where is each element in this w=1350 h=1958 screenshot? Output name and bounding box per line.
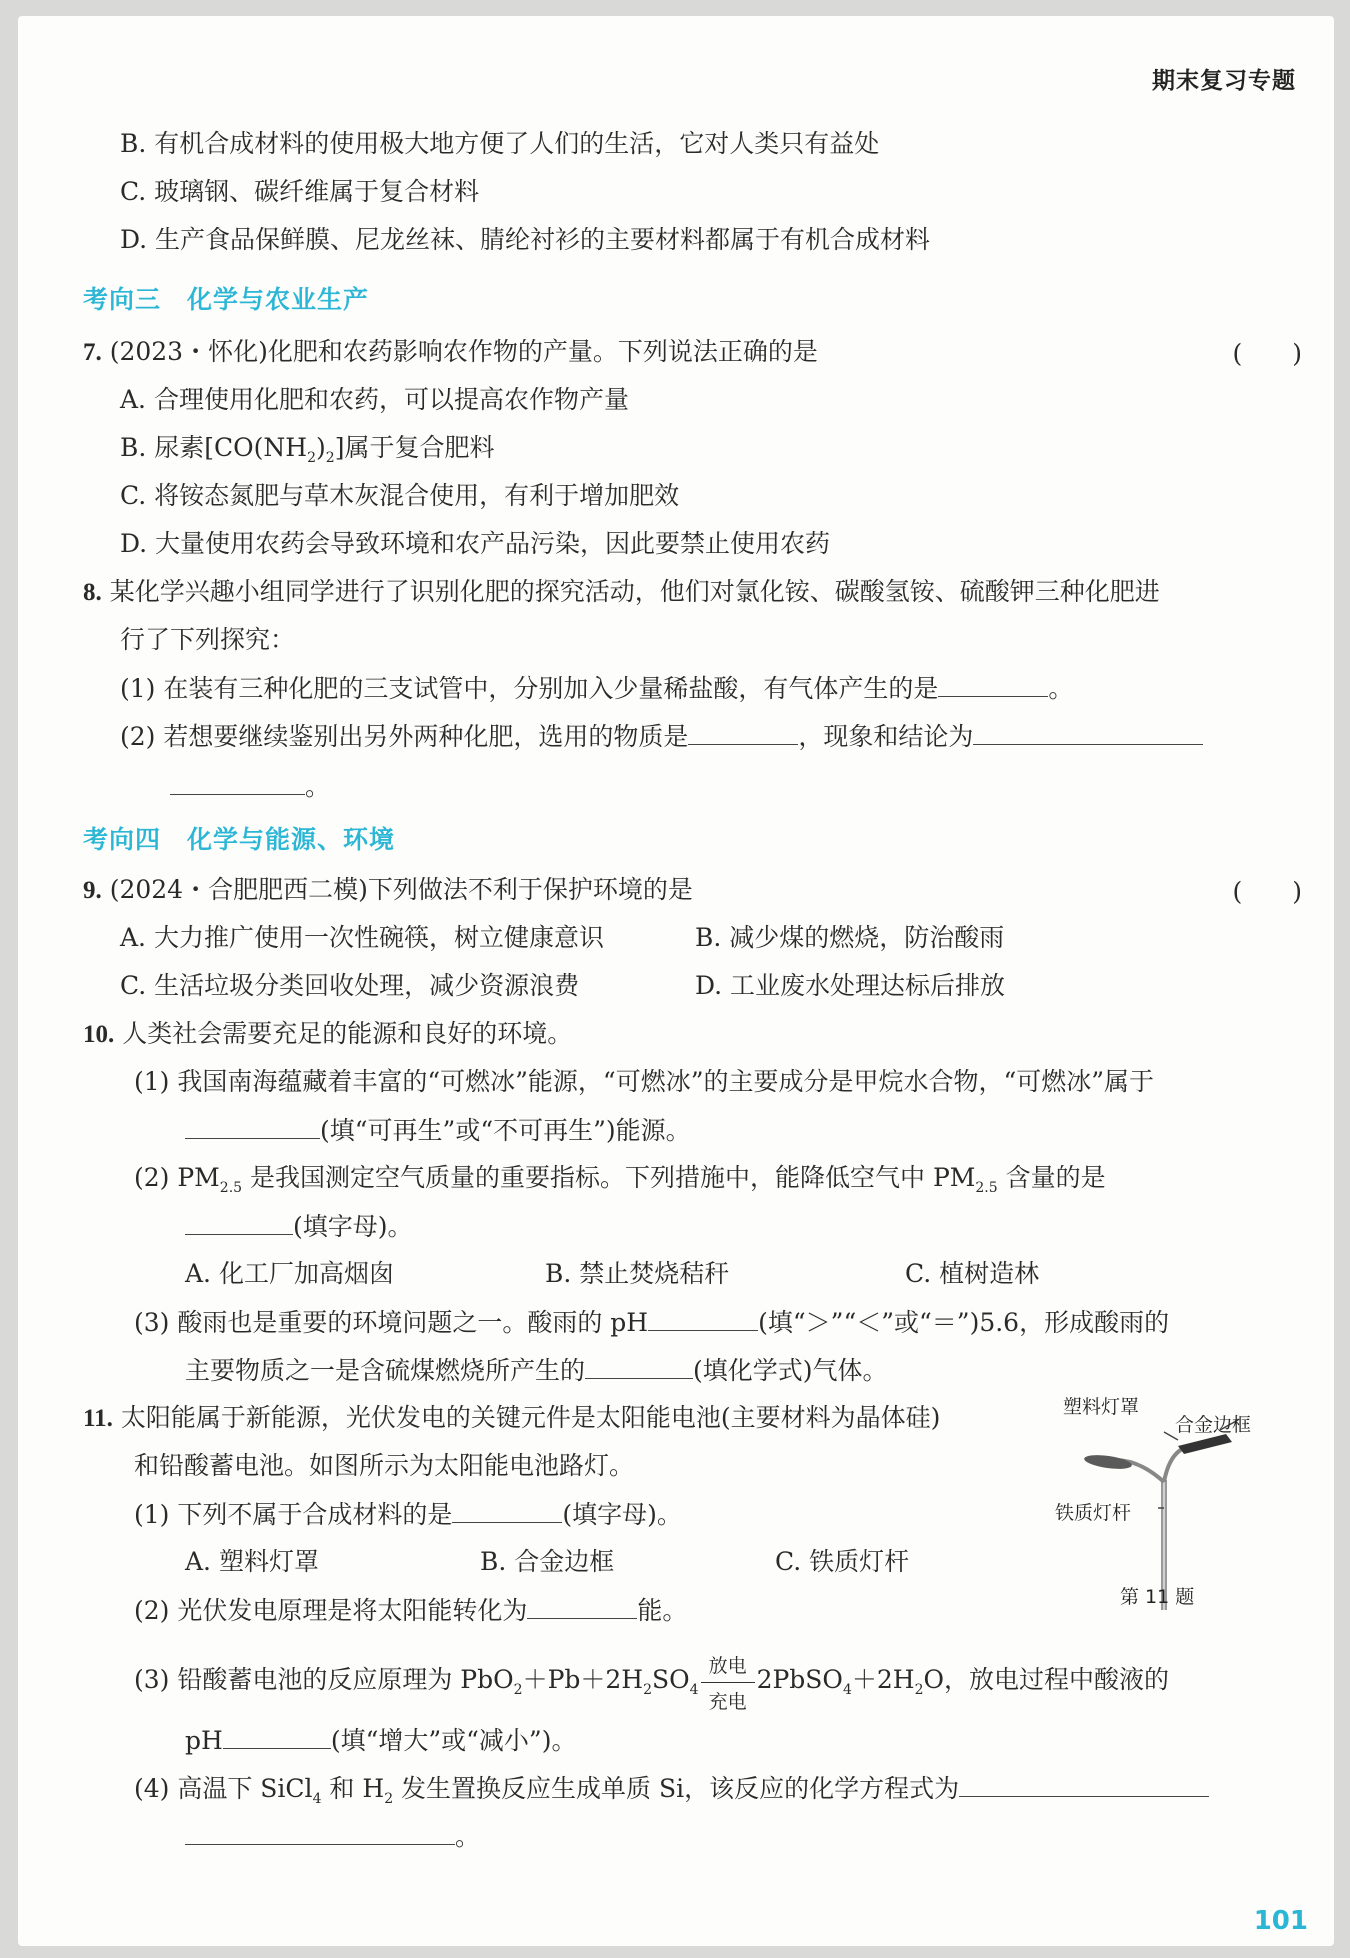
q11-part-4-cont: 。 xyxy=(185,1818,480,1855)
q8-stem-cont: 行了下列探究： xyxy=(120,625,296,654)
q10-part-2-cont: (填字母)。 xyxy=(185,1208,413,1245)
q11-part-2: (2) 光伏发电原理是将太阳能转化为 能。 xyxy=(134,1592,687,1629)
q6-option-d: D. 生产食品保鲜膜、尼龙丝袜、腈纶衬衫的主要材料都属于有机合成材料 xyxy=(120,225,931,254)
q11-stem-cont: 和铅酸蓄电池。如图所示为太阳能电池路灯。 xyxy=(134,1451,635,1480)
q8-stem: 8. 某化学兴趣小组同学进行了识别化肥的探究活动，他们对氯化铵、碳酸氢铵、硫酸钾三种化肥进 xyxy=(83,577,1160,606)
q11-blank-3[interactable] xyxy=(223,1722,331,1749)
q10-part-2: (2) $PM_{2.5}$ 是我国测定空气质量的重要指标。下列措施中，能降低空气中 $PM_{2.5}$ 含量的是 xyxy=(134,1163,1106,1196)
figure-label-shade: 塑料灯罩 xyxy=(1063,1396,1140,1418)
q11-option-c: C. 铁质灯杆 xyxy=(775,1547,910,1576)
section-heading-3: 考向三 化学与农业生产 xyxy=(83,285,370,314)
lamp-shade xyxy=(1083,1453,1132,1472)
q8-part-1: (1) 在装有三种化肥的三支试管中，分别加入少量稀盐酸，有气体产生的是 。 xyxy=(120,670,1073,707)
q10-part-1: (1) 我国南海蕴藏着丰富的“可燃冰”能源，“可燃冰”的主要成分是甲烷水合物，“可燃冰”属于 xyxy=(134,1067,1155,1096)
q7-option-d: D. 大量使用农药会导致环境和农产品污染，因此要禁止使用农药 xyxy=(120,529,831,558)
q11-option-a: A. 塑料灯罩 xyxy=(185,1547,319,1576)
q7-text: (2023・怀化)化肥和农药影响农作物的产量。下列说法正确的是 xyxy=(109,337,818,366)
page-number: 101 xyxy=(1253,1906,1308,1936)
q8-part-2: (2) 若想要继续鉴别出另外两种化肥，选用的物质是 ，现象和结论为 xyxy=(120,718,1203,755)
q10-blank-4[interactable] xyxy=(585,1352,693,1379)
q10-part-3-cont: 主要物质之一是含硫煤燃烧所产生的 (填化学式)气体。 xyxy=(185,1352,888,1389)
q9-option-c: C. 生活垃圾分类回收处理，减少资源浪费 xyxy=(120,971,580,1000)
q7-number: 7. xyxy=(83,339,102,366)
q8-part-2-cont: 。 xyxy=(170,768,330,805)
q6-option-c: C. 玻璃钢、碳纤维属于复合材料 xyxy=(120,177,480,206)
q9-option-b: B. 减少煤的燃烧，防治酸雨 xyxy=(695,923,1005,952)
q11-part-4: (4) 高温下 SiCl$_4$ 和 $H_2$ 发生置换反应生成单质 Si，该反应的化学方程式为 xyxy=(134,1770,1209,1817)
q6-option-b: B. 有机合成材料的使用极大地方便了人们的生活，它对人类只有益处 xyxy=(120,129,880,158)
figure-label-pole: 铁质灯杆 xyxy=(1055,1502,1132,1524)
q8-blank-3[interactable] xyxy=(973,718,1203,745)
q10-part-3: (3) 酸雨也是重要的环境问题之一。酸雨的 pH (填“＞”“＜”或“＝”)5.6，形成酸雨的 xyxy=(134,1304,1169,1341)
q10-stem: 10. 人类社会需要充足的能源和良好的环境。 xyxy=(83,1019,573,1048)
q10-blank-3[interactable] xyxy=(648,1304,758,1331)
q11-part-3: (3) 铅酸蓄电池的反应原理为 $PbO_2+Pb+2H_2SO_4$ $\frac{\text{放电}}{\text{充电}}$ $2PbSO_4+2H_2O$，放电过程中酸液的 xyxy=(134,1654,1169,1713)
q10-blank-2[interactable] xyxy=(185,1208,293,1235)
solar-panel-frame xyxy=(1178,1434,1232,1454)
q7-option-a: A. 合理使用化肥和农药，可以提高农作物产量 xyxy=(120,385,629,414)
q10-option-c: C. 植树造林 xyxy=(905,1259,1040,1288)
q11-blank-2[interactable] xyxy=(527,1592,637,1619)
reaction-arrow: $\frac{\text{放电}}{\text{充电}}$ xyxy=(701,1664,755,1700)
q7-answer-bracket[interactable]: ( ) xyxy=(1232,339,1302,368)
q7-option-b: B. 尿素$[CO(NH_2)_2]$属于复合肥料 xyxy=(120,433,495,466)
figure-caption: 第 11 题 xyxy=(1120,1586,1195,1608)
page-header: 期末复习专题 xyxy=(1152,68,1296,94)
q11-blank-4-cont[interactable] xyxy=(185,1818,455,1845)
q9-option-d: D. 工业废水处理达标后排放 xyxy=(695,971,1006,1000)
figure-label-frame: 合金边框 xyxy=(1175,1414,1252,1436)
q11-part-3-cont: pH (填“增大”或“减小”)。 xyxy=(185,1722,576,1759)
q10-option-b: B. 禁止焚烧秸秆 xyxy=(545,1259,730,1288)
q11-part-1: (1) 下列不属于合成材料的是 (填字母)。 xyxy=(134,1496,682,1533)
q10-blank-1[interactable] xyxy=(185,1112,320,1139)
q8-blank-1[interactable] xyxy=(938,670,1048,697)
q8-blank-3-cont[interactable] xyxy=(170,768,305,795)
q11-blank-1[interactable] xyxy=(452,1496,562,1523)
q7-stem xyxy=(83,334,818,371)
q9-stem: 9. (2024・合肥肥西二模)下列做法不利于保护环境的是 xyxy=(83,875,693,904)
q10-option-a: A. 化工厂加高烟囱 xyxy=(185,1259,394,1288)
q9-answer-bracket[interactable]: ( ) xyxy=(1232,877,1302,906)
q11-stem: 11. 太阳能属于新能源，光伏发电的关键元件是太阳能电池(主要材料为晶体硅) xyxy=(83,1403,941,1432)
q10-part-1-cont: (填“可再生”或“不可再生”)能源。 xyxy=(185,1112,691,1149)
q11-blank-4[interactable] xyxy=(959,1770,1209,1797)
q11-option-b: B. 合金边框 xyxy=(480,1547,615,1576)
q9-option-a: A. 大力推广使用一次性碗筷，树立健康意识 xyxy=(120,923,604,952)
q8-blank-2[interactable] xyxy=(688,718,798,745)
q7-option-c: C. 将铵态氮肥与草木灰混合使用，有利于增加肥效 xyxy=(120,481,680,510)
section-heading-4: 考向四 化学与能源、环境 xyxy=(83,825,396,854)
